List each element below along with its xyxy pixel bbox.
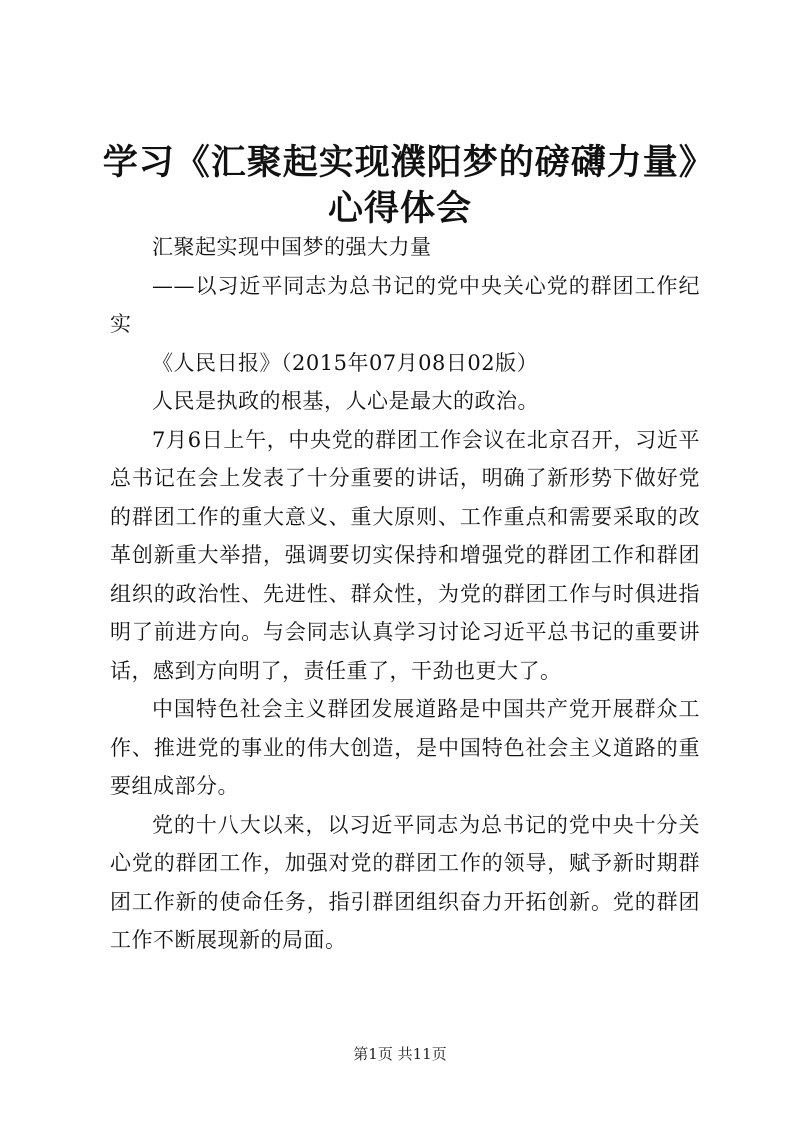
paragraph: 中国特色社会主义群团发展道路是中国共产党开展群众工作、推进党的事业的伟大创造，是中国特色社会主义道路的重要组成部分。 (110, 697, 700, 798)
paragraph-lead: 人民是执政的根基，人心是最大的政治。 (152, 389, 539, 413)
paragraph: 7月6日上午，中央党的群团工作会议在北京召开，习近平总书记在会上发表了十分重要的讲话，明确了新形势下做好党的群团工作的重大意义、重大原则、工作重点和需要采取的改革创新重大举措，强调要切实保持和增强党的群团工作和群团组织的政治性、先进性、群众性，为党的群团工作与时俱进指明了前进方向。与会同志认真学习讨论习近平总书记的重要讲话，感到方向明了，责任重了，干劲也更大了。 (110, 427, 700, 683)
document-title: 学习《汇聚起实现濮阳梦的磅礴力量》心得体会 (102, 142, 698, 229)
paragraph: 党的十八大以来，以习近平同志为总书记的党中央十分关心党的群团工作，加强对党的群团工作的领导，赋予新时期群团工作新的使命任务，指引群团组织奋力开拓创新。党的群团工作不断展现新的局面。 (110, 812, 700, 952)
page-footer: 第1页 共11页 (353, 1045, 447, 1063)
document-body (110, 228, 700, 960)
paragraph-source: 《人民日报》（2015年07月08日02版） (152, 350, 539, 375)
paragraph-subtitle: 汇聚起实现中国梦的强大力量 (152, 235, 432, 259)
paragraph-subtitle-line: ——以习近平同志为总书记的党中央关心党的群团工作纪实 (110, 273, 700, 336)
